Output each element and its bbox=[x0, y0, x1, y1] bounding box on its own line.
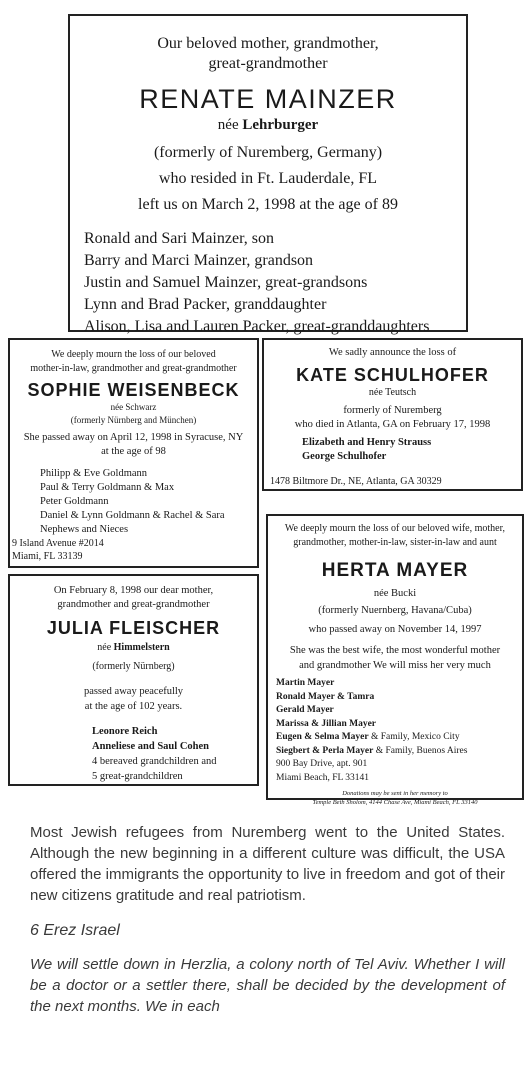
obituary-sophie-weisenbeck bbox=[8, 338, 259, 568]
paragraph: Most Jewish refugees from Nuremberg went to the United States. Although the new beginning in a different culture was difficult, the USA offered the immigrants the opportunity to live in freedom and got of their new citizens gratitude and real patriotism. bbox=[30, 824, 505, 904]
obituary-herta-mayer bbox=[266, 514, 524, 806]
family-member: Marissa & Jillian Mayer bbox=[276, 718, 376, 729]
address-line: Miami Beach, FL 33141 bbox=[276, 772, 370, 783]
family-list: Elizabeth and Henry Strauss George Schulhofer bbox=[302, 437, 432, 462]
obituary-renate-mainzer bbox=[68, 14, 468, 335]
maiden-name: née Lehrburger bbox=[217, 117, 319, 133]
obituary-julia-fleischer bbox=[8, 574, 259, 786]
family-member: Eugen & Selma Mayer & Family, Mexico City bbox=[276, 732, 460, 742]
address: 1478 Biltmore Dr., NE, Atlanta, GA 30329 bbox=[270, 476, 442, 487]
deceased-name: SOPHIE WEISENBECK bbox=[27, 380, 240, 400]
details: She passed away on April 12, 1998 in Syracuse, NY at the age of 98 bbox=[23, 432, 244, 457]
details: (formerly of Nuremberg, Germany) who resided in Ft. Lauderdale, FL left us on March 2, 1998 at the age of 89 bbox=[138, 144, 398, 213]
maiden-name: née Himmelstern bbox=[97, 642, 170, 653]
deceased-name: KATE SCHULHOFER bbox=[296, 365, 489, 385]
details: formerly of Nuremberg who died in Atlanta, GA on February 17, 1998 bbox=[294, 405, 491, 430]
family-member: Ronald Mayer & Tamra bbox=[276, 691, 375, 702]
address: 9 Island Avenue #2014 Miami, FL 33139 bbox=[12, 538, 104, 562]
intro-text: On February 8, 1998 our dear mother, grandmother and great-grandmother bbox=[53, 585, 214, 610]
intro-text: Our beloved mother, grandmother, great-grandmother bbox=[157, 35, 379, 72]
paragraph: We will settle down in Herzlia, a colony north of Tel Aviv. Whether I will be a doctor or a settler there, shall be decided by the development of the next months. We in each bbox=[30, 956, 505, 1015]
family-list: Ronald and Sari Mainzer, son Barry and Marci Mainzer, grandson Justin and Samuel Mainzer, great-grandsons Lynn and Brad Packer, granddaughter Alison, Lisa and Lauren Packer, great-granddaughters bbox=[84, 230, 430, 335]
maiden-info: née Schwarz (formerly Nürnberg and München) bbox=[70, 402, 197, 425]
family-list: Philipp & Eve Goldmann Paul & Terry Goldmann & Max Peter Goldmann Daniel & Lynn Goldmann & Rachel & Sara Nephews and Nieces bbox=[40, 468, 225, 535]
family-list bbox=[276, 677, 522, 785]
obituary-kate-schulhofer bbox=[262, 338, 523, 491]
section-heading: 6 Erez Israel bbox=[30, 922, 120, 939]
maiden-name: née Teutsch bbox=[368, 387, 417, 398]
family-member: Gerald Mayer bbox=[276, 705, 334, 715]
deceased-name: JULIA FLEISCHER bbox=[46, 618, 221, 638]
family-member: Martin Mayer bbox=[276, 678, 335, 688]
intro-text: We deeply mourn the loss of our beloved wife, mother, grandmother, mother-in-law, sister-in-law and aunt bbox=[284, 523, 506, 548]
formerly: (formerly Nürnberg) bbox=[92, 661, 175, 672]
address-line: 900 Bay Drive, apt. 901 bbox=[276, 759, 368, 769]
family-list: Leonore Reich Anneliese and Saul Cohen 4 bereaved grandchildren and 5 great-grandchildren bbox=[92, 726, 217, 782]
donation-note: Donations may be sent in her memory to Temple Beth Sholom, 4144 Chase Ave, Miami Beach, FL 33140 bbox=[312, 790, 478, 806]
details: née Bucki (formerly Nuernberg, Havana/Cuba) who passed away on November 14, 1997 bbox=[308, 588, 482, 635]
tribute: She was the best wife, the most wonderful mother and grandmother We will miss her very much bbox=[289, 645, 501, 671]
details: passed away peacefully at the age of 102 years. bbox=[83, 686, 184, 712]
intro-text: We deeply mourn the loss of our beloved mother-in-law, grandmother and great-grandmother bbox=[30, 349, 237, 374]
deceased-name: RENATE MAINZER bbox=[139, 84, 397, 114]
family-member: Siegbert & Perla Mayer & Family, Buenos Aires bbox=[276, 745, 468, 756]
deceased-name: HERTA MAYER bbox=[321, 560, 469, 581]
intro-text: We sadly announce the loss of bbox=[328, 347, 457, 358]
article-text bbox=[30, 822, 505, 1017]
